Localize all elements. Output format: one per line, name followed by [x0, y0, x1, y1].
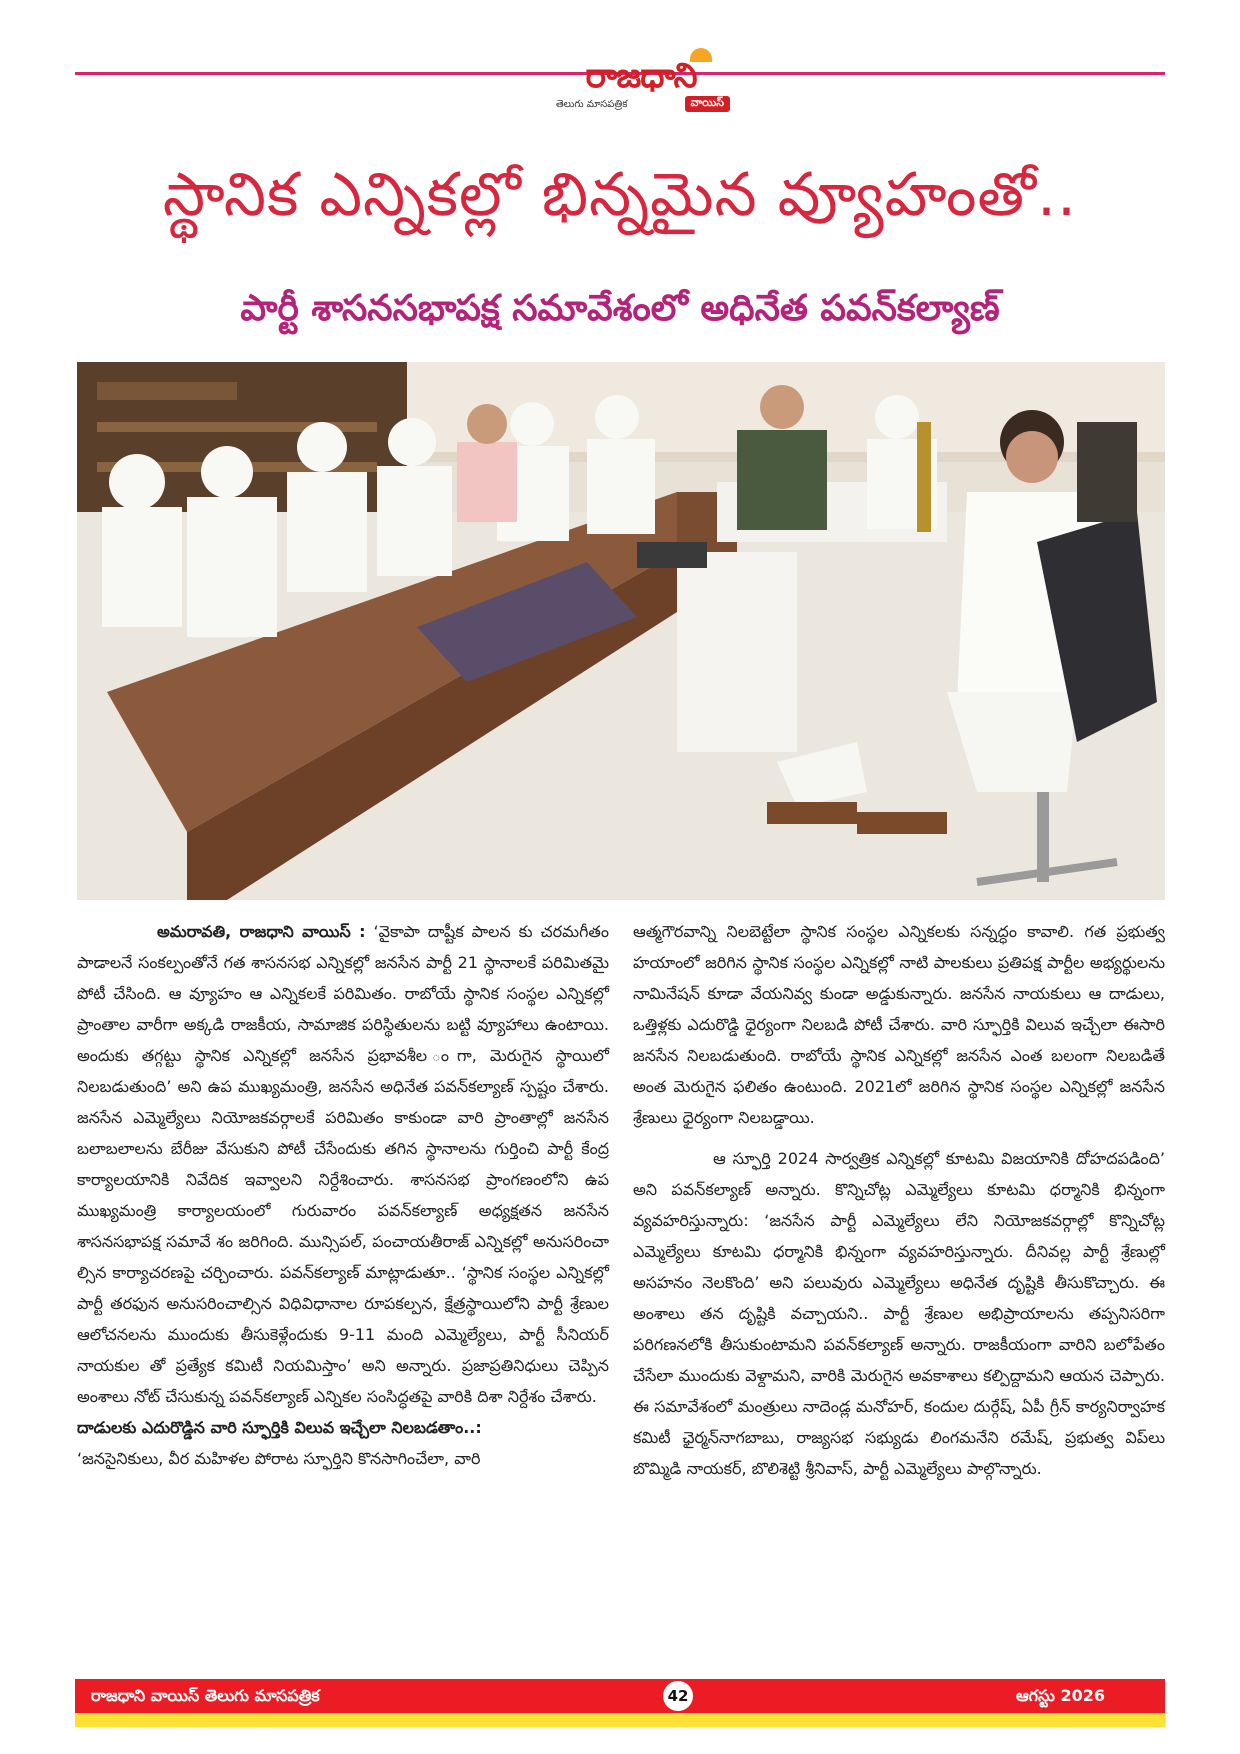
- footer-bar: [75, 1679, 1165, 1713]
- masthead-tag: వాయిస్: [685, 96, 730, 112]
- article-paragraph: [633, 916, 1165, 1133]
- page-number: 42: [663, 1681, 693, 1711]
- footer-band: [75, 1713, 1165, 1727]
- inline-subheading: [77, 1412, 609, 1443]
- article-text: ‘జనసైనికులు, వీర మహిళల పోరాట స్ఫూర్తిని కొనసాగించేలా, వారి: [77, 1449, 481, 1468]
- article-paragraph: [77, 1443, 609, 1474]
- headline: స్థానిక ఎన్నికల్లో భిన్నమైన వ్యూహంతో..: [162, 160, 1078, 230]
- inline-subheading-text: దాడులకు ఎదురొడ్డిన వారి స్ఫూర్తికి విలువ ఇచ్చేలా నిలబడతాం..:: [77, 1418, 482, 1437]
- article-column-right: [633, 916, 1165, 1484]
- footer-date: ఆగస్టు 2026: [1016, 1686, 1105, 1705]
- article-column-left: [77, 916, 609, 1474]
- article-paragraph: [77, 916, 609, 1412]
- article-paragraph: [633, 1143, 1165, 1484]
- masthead-title: రాజధాని: [585, 56, 697, 96]
- footer-publication: రాజధాని వాయిస్‌ తెలుగు మాసపత్రిక: [91, 1686, 320, 1705]
- subheadline: పార్టీ శాసనసభాపక్ష సమావేశంలో అధినేత పవన్‌కల్యాణ్‌: [240, 288, 1000, 329]
- article-text: ‘వైకాపా దాష్టీక పాలన కు చరమగీతం పాడాలనే సంకల్పంతోనే గత శాసనసభ ఎన్నికల్లో జనసేన పార్టీ 21 స్థానాలకే పరిమితమై పోటీ చేసింది. ఆ వ్యూహం ఆ ఎన్నికలకే పరిమితం. రాబోయే స్థానిక సంస్థల ఎన్నికల్లో ప్రాంతాల వారీగా అక్కడి రాజకీయ, సామాజిక పరిస్థితులను బట్టి వ్యూహాలు ఉంటాయి. అందుకు తగ్గట్టు స్థానిక ఎన్నికల్లో జనసేన ప్రభావశీల ంగా, మెరుగైన స్థాయిలో నిలబడుతుంది’ అని ఉప ముఖ్యమంత్రి, జనసేన అధినేత పవన్‌కల్యాణ్‌ స్పష్టం చేశారు. జనసేన ఎమ్మెల్యేలు నియోజకవర్గాలకే పరిమితం కాకుండా వారి ప్రాంతాల్లో జనసేన బలాబలాలను బేరీజు వేసుకుని పోటీ చేసేందుకు తగిన స్థానాలను గుర్తించి పార్టీ కేంద్ర కార్యాలయానికి నివేదిక ఇవ్వాలని నిర్దేశించారు. శాసనసభ ప్రాంగణంలోని ఉప ముఖ్యమంత్రి కార్యాలయంలో గురువారం పవన్‌కల్యాణ్‌ అధ్యక్షతన జనసేన శాసనసభాపక్ష సమావే శం జరిగింది. మున్సిపల్‌, పంచాయతీరాజ్‌ ఎన్నికల్లో అనుసరించా ల్సిన కార్యాచరణపై చర్చించారు. పవన్‌కల్యాణ్‌ మాట్లాడుతూ.. ‘స్థానిక సంస్థల ఎన్నికల్లో పార్టీ తరఫున అనుసరించాల్సిన విధివిధానాల రూపకల్పన, క్షేత్రస్థాయిలోని పార్టీ శ్రేణుల ఆలోచనలను ముందుకు తీసుకెళ్లేందుకు 9-11 మంది ఎమ్మెల్యేలు, పార్టీ సీనియర్‌ నాయకుల తో ప్రత్యేక కమిటీ నియమిస్తాం’ అని అన్నారు. ప్రజాప్రతినిధులు చెప్పిన అంశాలు నోట్‌ చేసుకున్న పవన్‌కల్యాణ్‌ ఎన్నికల సంసిద్ధతపై వారికి దిశా నిర్దేశం చేశారు.: [77, 922, 609, 1406]
- dateline: అమరావతి, రాజధాని వాయిస్‌ :: [157, 922, 366, 941]
- article-text: ఆత్మగౌరవాన్ని నిలబెట్టేలా స్థానిక సంస్థల ఎన్నికలకు సన్నద్ధం కావాలి. గత ప్రభుత్వ హయాంలో జరిగిన స్థానిక సంస్థల ఎన్నికల్లో నాటి పాలకులు ప్రతిపక్ష పార్టీల అభ్యర్థులను నామినేషన్‌ కూడా వేయనివ్వ కుండా అడ్డుకున్నారు. జనసేన నాయకులు ఆ దాడులు, ఒత్తిళ్లకు ఎదురొడ్డి ధైర్యంగా నిలబడి పోటీ చేశారు. వారి స్ఫూర్తికి విలువ ఇచ్చేలా ఈసారి జనసేన నిలబడుతుంది. రాబోయే స్థానిక ఎన్నికల్లో జనసేన ఎంత బలంగా నిలబడితే అంత మెరుగైన ఫలితం ఉంటుంది. 2021లో జరిగిన స్థానిక సంస్థల ఎన్నికల్లో జనసేన శ్రేణులు ధైర్యంగా నిలబడ్డాయి.: [633, 922, 1165, 1127]
- masthead-logo: [548, 54, 734, 110]
- masthead-subtitle: తెలుగు మాసపత్రిక: [556, 99, 628, 110]
- article-text: ఆ స్ఫూర్తి 2024 సార్వత్రిక ఎన్నికల్లో కూటమి విజయానికి దోహదపడింది’ అని పవన్‌కల్యాణ్‌ అన్నారు. కొన్నిచోట్ల ఎమ్మెల్యేలు కూటమి ధర్మానికి భిన్నంగా వ్యవహరిస్తున్నారు: ‘జనసేన పార్టీ ఎమ్మెల్యేలు లేని నియోజకవర్గాల్లో కొన్నిచోట్ల ఎమ్మెల్యేలు కూటమి ధర్మానికి భిన్నంగా వ్యవహరిస్తున్నారు. దీనివల్ల పార్టీ శ్రేణుల్లో అసహనం నెలకొంది’ అని పలువురు ఎమ్మెల్యేలు అధినేత దృష్టికి తీసుకొచ్చారు. ఈ అంశాలు తన దృష్టికి వచ్చాయని.. పార్టీ శ్రేణుల అభిప్రాయాలను తప్పనిసరిగా పరిగణనలోకి తీసుకుంటామని పవన్‌కల్యాణ్‌ అన్నారు. రాజకీయంగా వారిని బలోపేతం చేసేలా ముందుకు వెళ్దామని, వారికి మెరుగైన అవకాశాలు కల్పిద్దామని ఆయన చెప్పారు. ఈ సమావేశంలో మంత్రులు నాదెండ్ల మనోహర్‌, కందుల దుర్గేష్‌, ఏపీ గ్రీన్‌ కార్యనిర్వాహక కమిటీ ఛైర్మన్‌నాగబాబు, రాజ్యసభ సభ్యుడు లింగమనేని రమేష్‌, ప్రభుత్వ విప్‌లు బొమ్మిడి నాయకర్‌, బొలిశెట్టి శ్రీనివాస్‌, పార్టీ ఎమ్మెల్యేలు పాల్గొన్నారు.: [633, 1149, 1165, 1478]
- meeting-photo: [77, 362, 1165, 900]
